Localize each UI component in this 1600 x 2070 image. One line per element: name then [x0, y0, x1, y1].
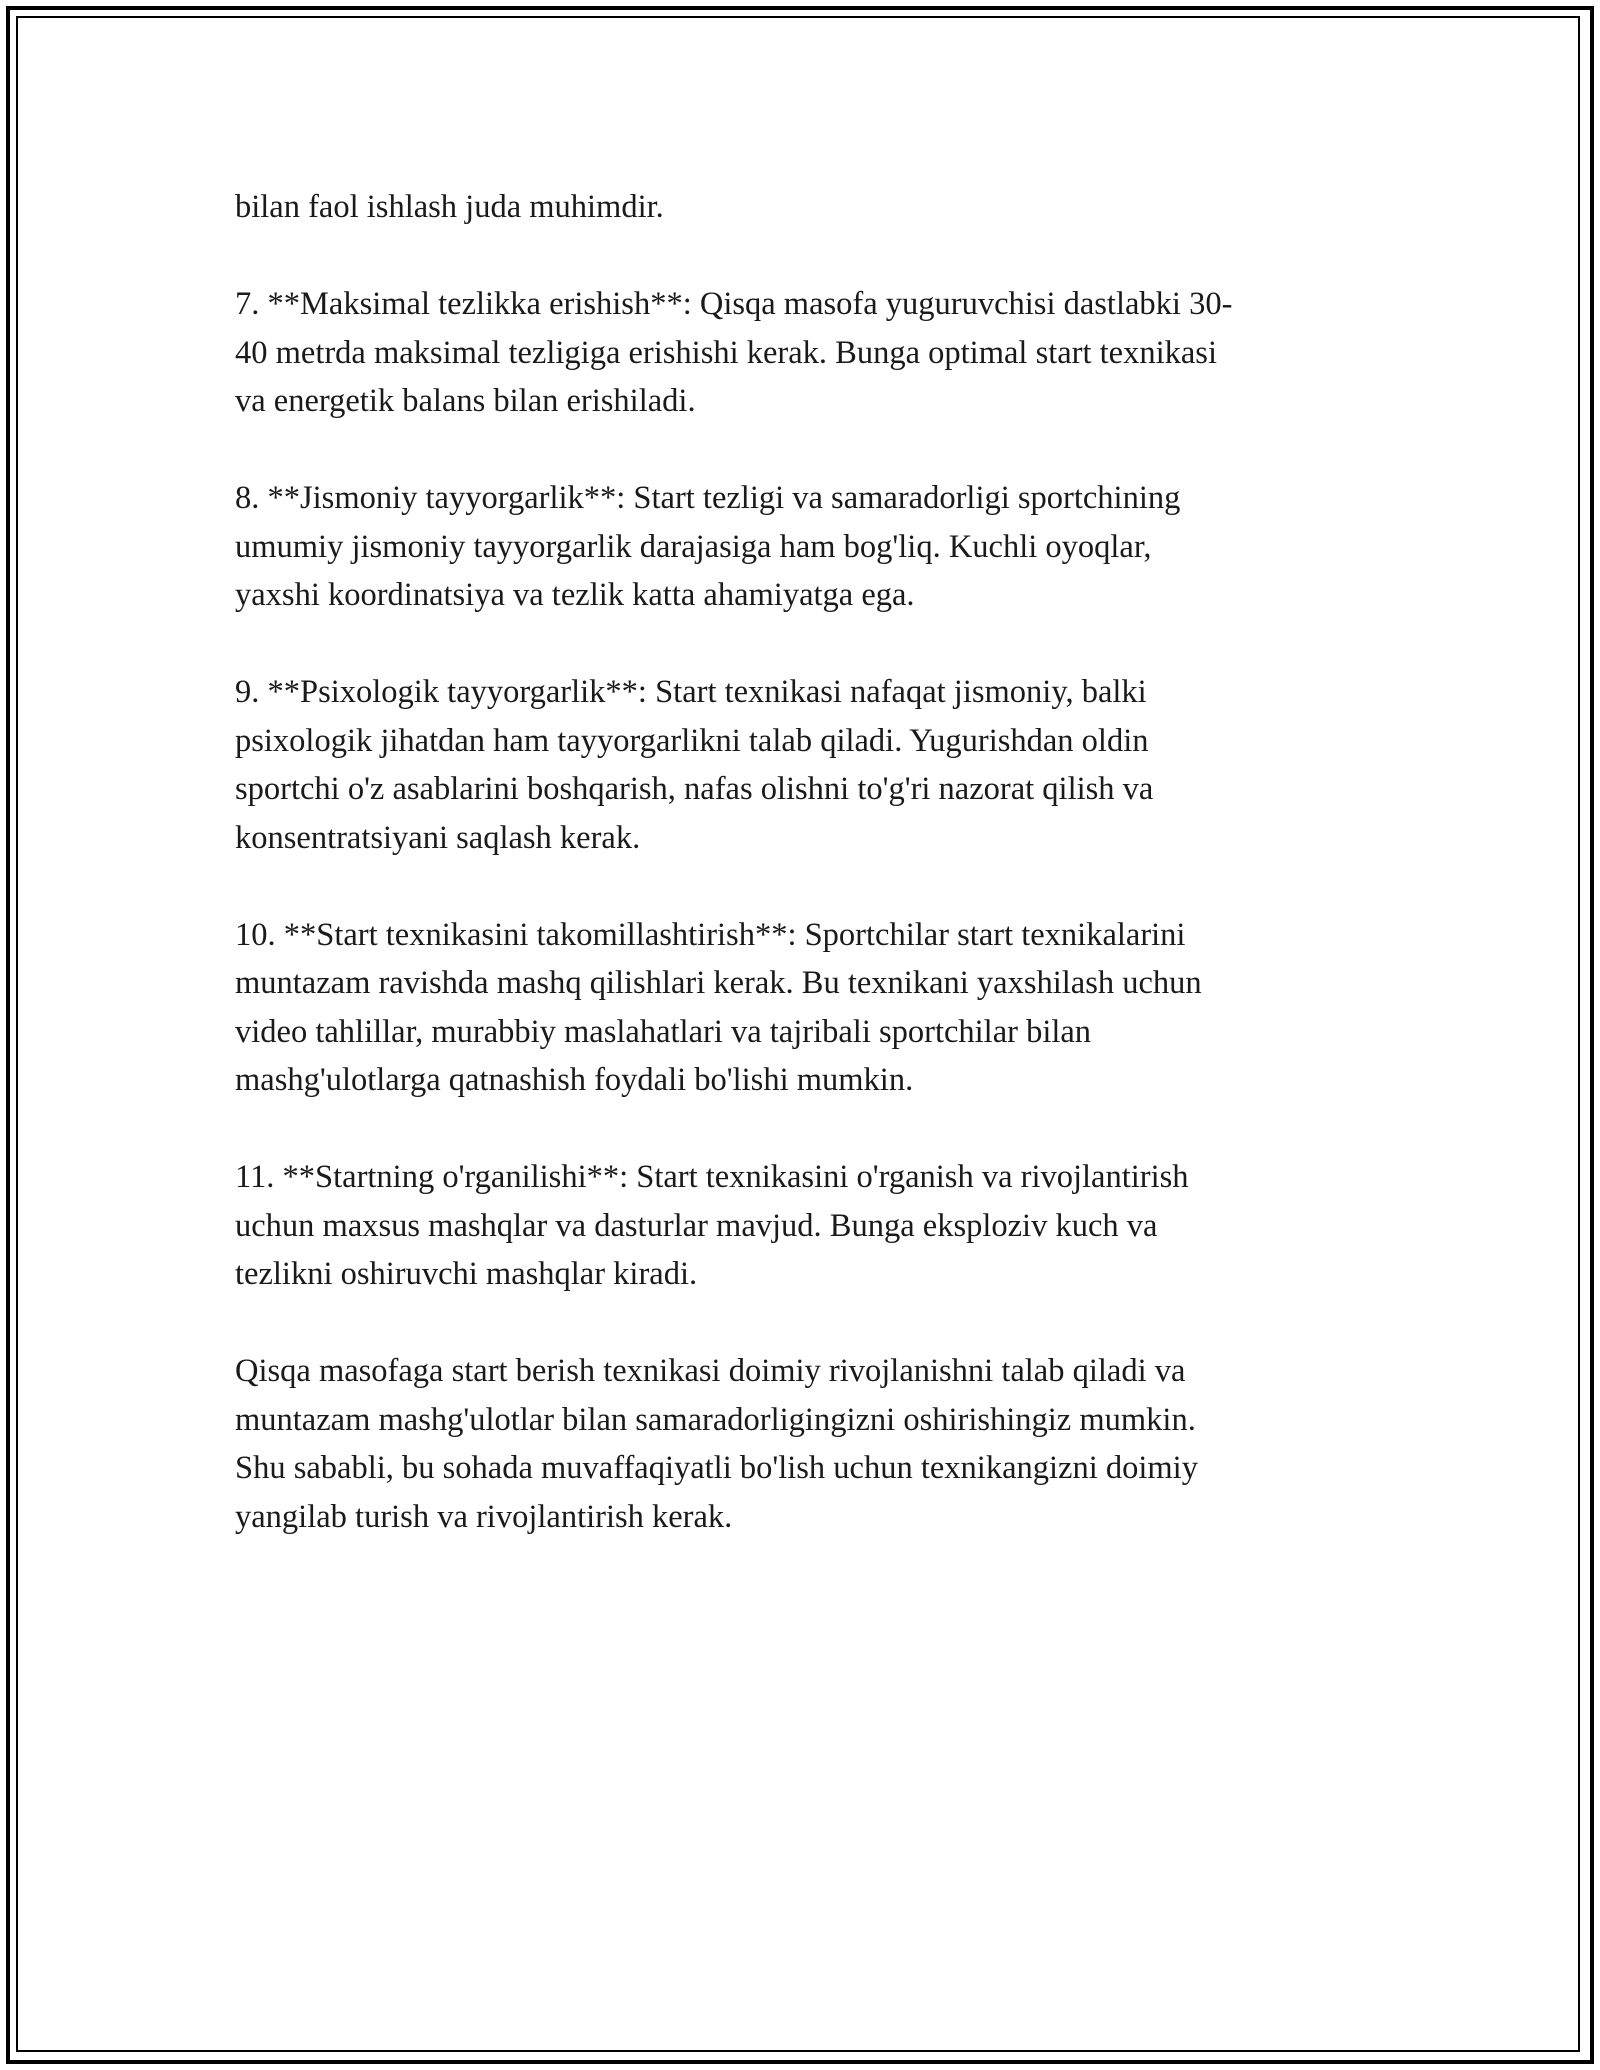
document-body — [235, 183, 1375, 1590]
text-line: uchun maxsus mashqlar va dasturlar mavjud. Bunga eksploziv kuch va — [235, 1207, 1158, 1244]
text-line: Qisqa masofaga start berish texnikasi doimiy rivojlanishni talab qiladi va — [235, 1353, 1186, 1389]
text-line: mashg'ulotlarga qatnashish foydali bo'lishi mumkin. — [235, 1062, 914, 1098]
paragraph-continuation — [235, 183, 1375, 232]
text-line: muntazam ravishda mashq qilishlari kerak. Bu texnikani yaxshilash uchun — [235, 965, 1202, 1001]
paragraph-item-8 — [235, 474, 1375, 620]
text-line: video tahlillar, murabbiy maslahatlari va tajribali sportchilar bilan — [235, 1013, 1092, 1050]
text-line: tezlikni oshiruvchi mashqlar kiradi. — [235, 1256, 698, 1292]
text-line: psixologik jihatdan ham tayyorgarlikni talab qiladi. Yugurishdan oldin — [235, 722, 1149, 759]
text-line: 40 metrda maksimal tezligiga erishishi kerak. Bunga optimal start texnikasi — [235, 334, 1217, 371]
text-line: yangilab turish va rivojlantirish kerak. — [235, 1498, 733, 1535]
text-line: sportchi o'z asablarini boshqarish, nafas olishni to'g'ri nazorat qilish va — [235, 771, 1154, 807]
text-line: va energetik balans bilan erishiladi. — [235, 383, 696, 419]
text-line: 7. **Maksimal tezlikka erishish**: Qisqa masofa yuguruvchisi dastlabki 30- — [235, 286, 1233, 322]
text-line: bilan faol ishlash juda muhimdir. — [235, 189, 664, 225]
text-line: Shu sababli, bu sohada muvaffaqiyatli bo'lish uchun texnikangizni doimiy — [235, 1450, 1198, 1486]
text-line: konsentratsiyani saqlash kerak. — [235, 819, 641, 856]
paragraph-item-10 — [235, 911, 1375, 1105]
text-line: 10. **Start texnikasini takomillashtirish**: Sportchilar start texnikalarini — [235, 916, 1186, 953]
paragraph-item-11 — [235, 1153, 1375, 1299]
text-line: umumiy jismoniy tayyorgarlik darajasiga ham bog'liq. Kuchli oyoqlar, — [235, 528, 1152, 565]
text-line: muntazam mashg'ulotlar bilan samaradorligingizni oshirishingiz mumkin. — [235, 1401, 1196, 1438]
text-line: 8. **Jismoniy tayyorgarlik**: Start tezligi va samaradorligi sportchining — [235, 480, 1181, 516]
paragraph-item-7 — [235, 280, 1375, 426]
text-line: 11. **Startning o'rganilishi**: Start texnikasini o'rganish va rivojlantirish — [235, 1159, 1189, 1195]
paragraph-item-9 — [235, 668, 1375, 862]
paragraph-conclusion — [235, 1347, 1375, 1541]
text-line: 9. **Psixologik tayyorgarlik**: Start texnikasi nafaqat jismoniy, balki — [235, 674, 1147, 710]
text-line: yaxshi koordinatsiya va tezlik katta ahamiyatga ega. — [235, 577, 915, 613]
